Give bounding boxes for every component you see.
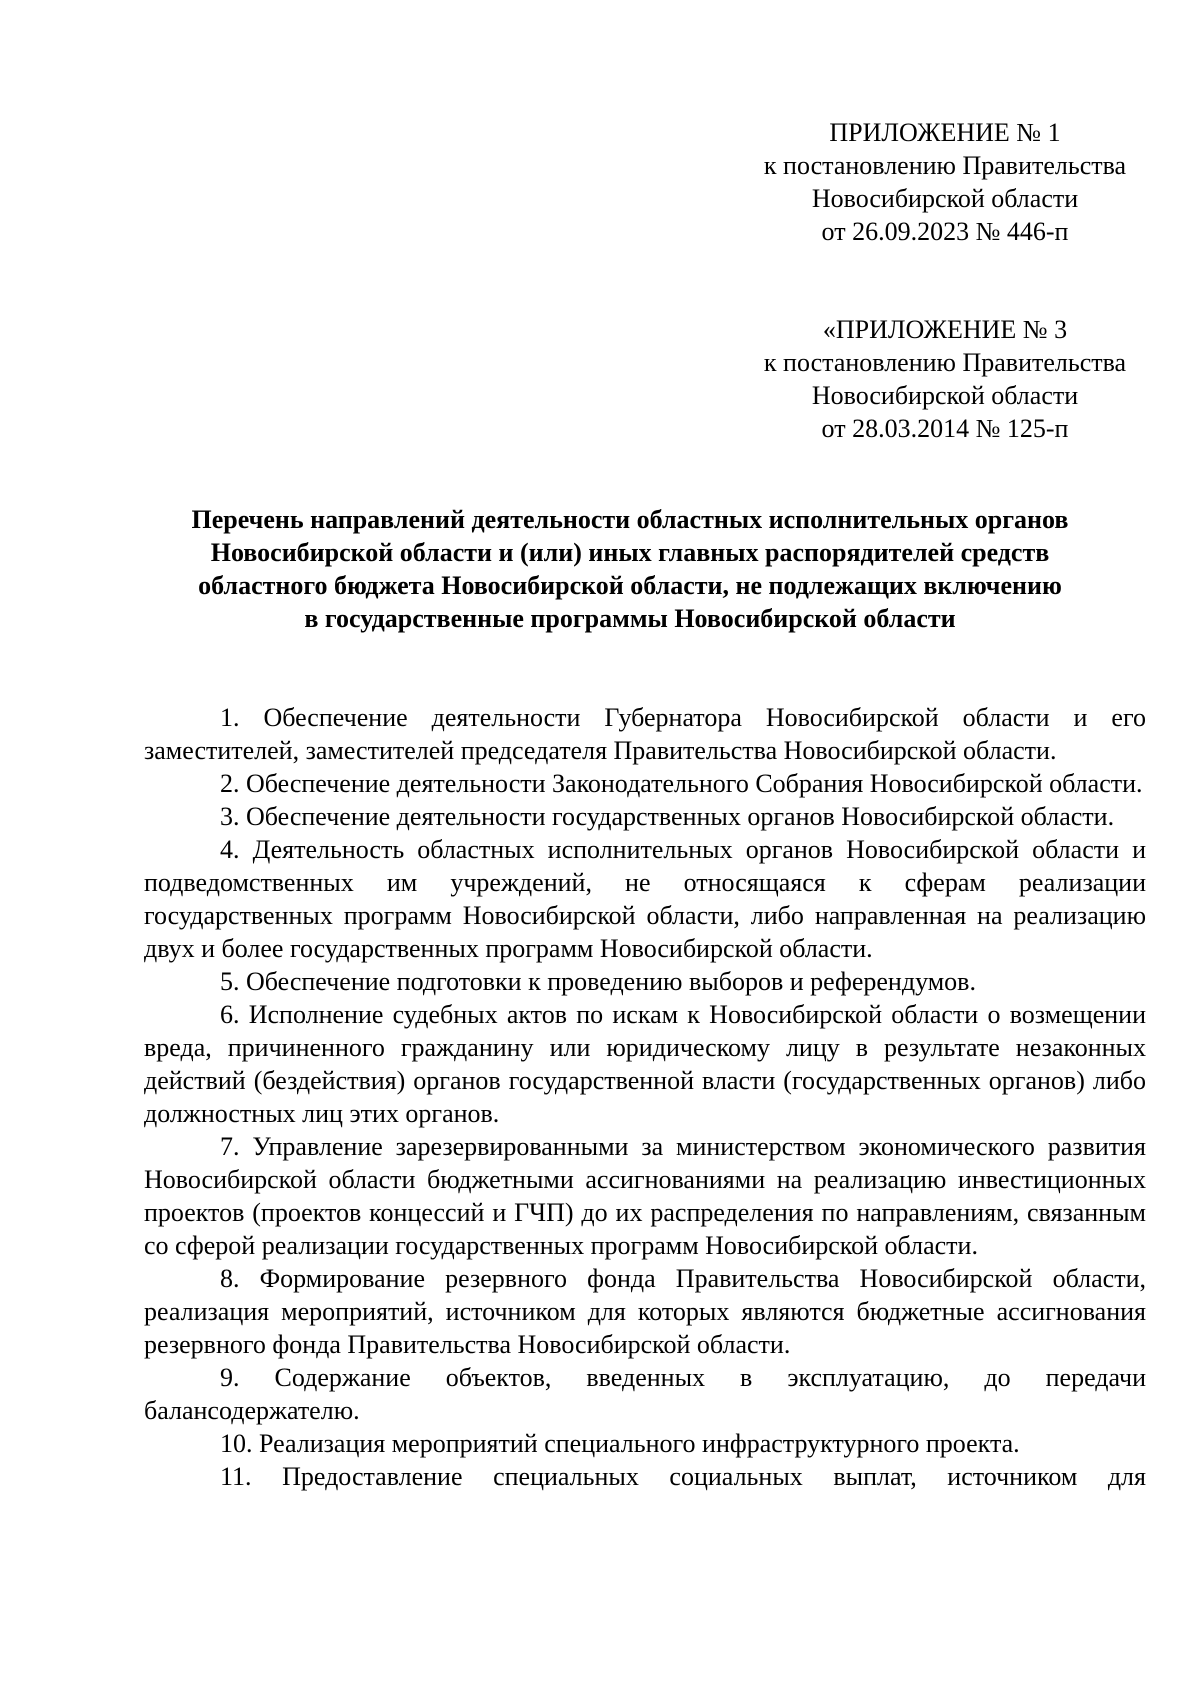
list-item-11: 11. Предоставление специальных социальных выплат, источником для — [220, 1462, 1146, 1491]
appendix-1-header — [735, 116, 1155, 248]
list-item-8: 8. Формирование резервного фонда Правительства Новосибирской области, реализация мероприятий, источником для которых являются бюджетные ассигнования резервного фонда Правительства Новосибирской области. — [144, 1264, 1146, 1359]
appendix-3-header — [735, 313, 1155, 445]
appendix-1-resolution-line: к постановлению Правительства — [763, 151, 1127, 180]
appendix-3-resolution-line: к постановлению Правительства — [763, 348, 1127, 377]
list-item-6: 6. Исполнение судебных актов по искам к Новосибирской области о возмещении вреда, причиненного гражданину или юридическому лицу в результате незаконных действий (бездействия) органов государственной власти (государственных органов) либо должностных лиц этих органов. — [144, 1000, 1146, 1128]
appendix-1-number: ПРИЛОЖЕНИЕ № 1 — [829, 118, 1061, 147]
list-of-directions — [144, 701, 1146, 1493]
list-item-2: 2. Обеспечение деятельности Законодательного Собрания Новосибирской области. — [220, 769, 1143, 798]
appendix-3-region-line: Новосибирской области — [811, 381, 1079, 410]
title-line-4: в государственные программы Новосибирской области — [304, 604, 956, 633]
list-item-5: 5. Обеспечение подготовки к проведению выборов и референдумов. — [220, 967, 976, 996]
list-item-3: 3. Обеспечение деятельности государственных органов Новосибирской области. — [220, 802, 1115, 831]
list-item-9: 9. Содержание объектов, введенных в эксплуатацию, до передачи балансодержателю. — [144, 1363, 1146, 1425]
title-line-1: Перечень направлений деятельности областных исполнительных органов — [191, 505, 1069, 534]
list-item-10: 10. Реализация мероприятий специального инфраструктурного проекта. — [220, 1429, 1020, 1458]
list-item-4: 4. Деятельность областных исполнительных органов Новосибирской области и подведомственных им учреждений, не относящаяся к сферам реализации государственных программ Новосибирской области, либо направленная на реализацию двух и более государственных программ Новосибирской области. — [144, 835, 1146, 963]
document-title — [130, 503, 1130, 635]
title-line-2: Новосибирской области и (или) иных главных распорядителей средств — [210, 538, 1050, 567]
list-item-1: 1. Обеспечение деятельности Губернатора Новосибирской области и его заместителей, заместителей председателя Правительства Новосибирской области. — [144, 703, 1146, 765]
appendix-1-date-line: от 26.09.2023 № 446-п — [821, 217, 1069, 246]
list-item-7: 7. Управление зарезервированными за министерством экономического развития Новосибирской области бюджетными ассигнованиями на реализацию инвестиционных проектов (проектов концессий и ГЧП) до их распределения по направлениям, связанным со сферой реализации государственных программ Новосибирской области. — [144, 1132, 1146, 1260]
appendix-1-region-line: Новосибирской области — [811, 184, 1079, 213]
appendix-3-number: «ПРИЛОЖЕНИЕ № 3 — [822, 315, 1068, 344]
title-line-3: областного бюджета Новосибирской области, не подлежащих включению — [198, 571, 1062, 600]
appendix-3-date-line: от 28.03.2014 № 125-п — [821, 414, 1069, 443]
